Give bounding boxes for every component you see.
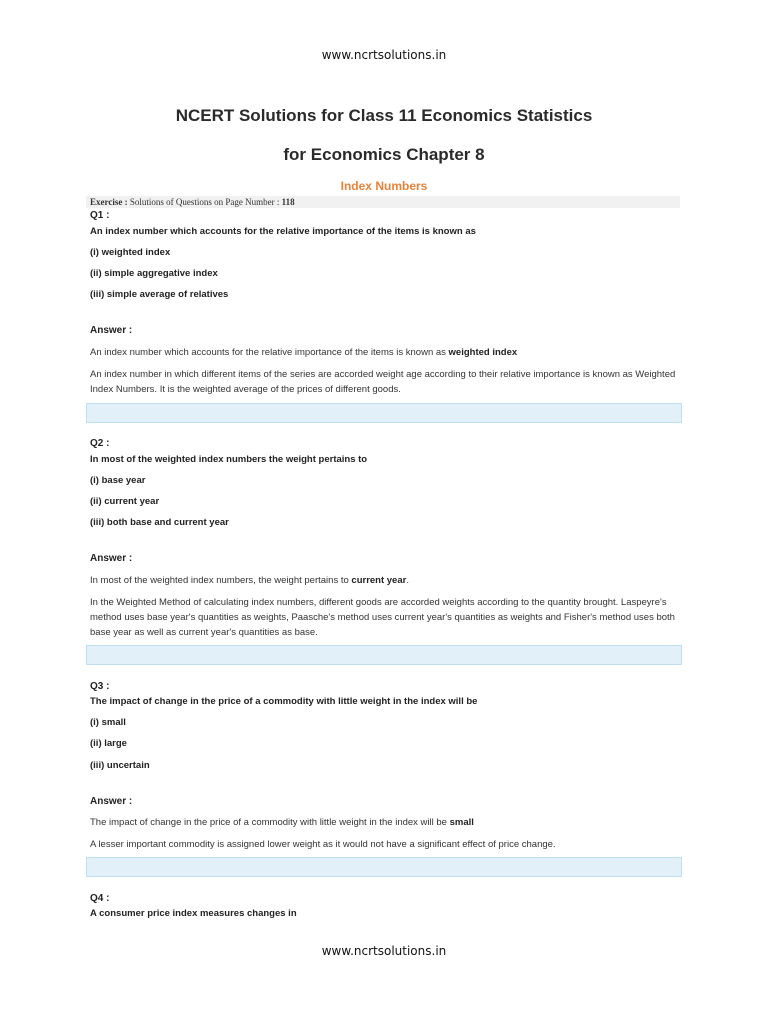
answer-highlight: small	[449, 817, 474, 828]
chapter-topic: Index Numbers	[340, 179, 428, 193]
answer-highlight: current year	[351, 575, 407, 586]
answer-separator	[86, 645, 682, 665]
exercise-text: Solutions of Questions on Page Number :	[129, 197, 280, 207]
answer-explanation: A lesser important commodity is assigned lower weight as it would not have a significant effect of price change.	[90, 839, 556, 850]
question-label: Q3 :	[90, 681, 110, 692]
answer-label: Answer :	[90, 796, 133, 807]
exercise-label: Exercise :	[90, 197, 128, 207]
exercise-page-number: 118	[281, 197, 295, 207]
question-option: (iii) both base and current year	[90, 517, 229, 528]
answer-text-tail: .	[406, 575, 409, 586]
answer-text	[90, 345, 517, 360]
answer-label: Answer :	[90, 325, 133, 336]
question-option: (iii) simple average of relatives	[90, 289, 229, 300]
answer-text	[90, 815, 474, 830]
question-option: (i) small	[90, 717, 126, 728]
answer-text-lead: In most of the weighted index numbers, the weight pertains to	[90, 575, 352, 586]
question-text: A consumer price index measures changes in	[90, 908, 297, 919]
question-option: (i) weighted index	[90, 247, 171, 258]
question-option: (ii) current year	[90, 496, 160, 507]
question-option: (i) base year	[90, 475, 146, 486]
question-option: (ii) large	[90, 738, 127, 749]
answer-text-lead: The impact of change in the price of a commodity with little weight in the index will be	[90, 817, 450, 828]
page-title-line-2: for Economics Chapter 8	[283, 145, 485, 164]
answer-highlight: weighted index	[448, 347, 518, 358]
answer-separator	[86, 403, 682, 423]
question-label: Q4 :	[90, 893, 110, 904]
exercise-bar	[86, 196, 680, 208]
question-option: (iii) uncertain	[90, 760, 150, 771]
answer-separator	[86, 857, 682, 877]
answer-explanation: In the Weighted Method of calculating index numbers, different goods are accorded weights according to the quantity brought. Laspeyre's method uses base year's quantities as weights, Paasche's method uses current year's quantities as weights and Fisher's method uses both base year as well as current year's quantities as base.	[90, 597, 675, 638]
question-label: Q1 :	[90, 210, 110, 221]
site-footer-url: www.ncrtsolutions.in	[321, 944, 447, 958]
answer-text	[90, 573, 409, 588]
question-text: An index number which accounts for the relative importance of the items is known as	[90, 226, 476, 237]
site-header-url: www.ncrtsolutions.in	[321, 48, 447, 62]
page-title-line-1: NCERT Solutions for Class 11 Economics Statistics	[175, 106, 593, 125]
question-text: In most of the weighted index numbers the weight pertains to	[90, 454, 368, 465]
question-text: The impact of change in the price of a commodity with little weight in the index will be	[90, 696, 478, 707]
answer-explanation: An index number in which different items of the series are accorded weight age according to their relative importance is known as Weighted Index Numbers. It is the weighted average of the prices of different goods.	[90, 369, 676, 395]
question-option: (ii) simple aggregative index	[90, 268, 218, 279]
answer-label: Answer :	[90, 553, 133, 564]
answer-text-lead: An index number which accounts for the relative importance of the items is known as	[90, 347, 449, 358]
question-label: Q2 :	[90, 438, 110, 449]
